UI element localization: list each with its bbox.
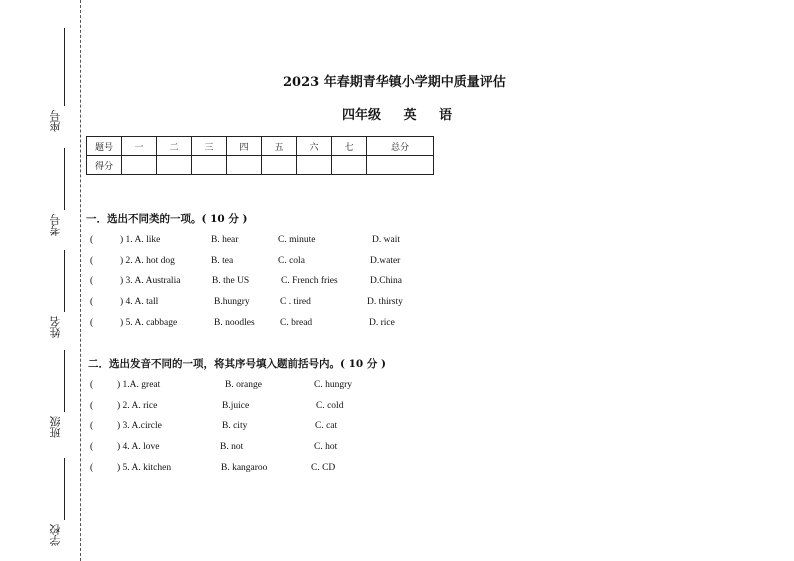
section2-title: 二．选出发音不同的一项，将其序号填入题前括号内。( 10 分 ) (88, 358, 387, 370)
option-c: C. hungry (314, 380, 352, 390)
answer-paren[interactable]: ( (90, 297, 94, 307)
option-b: B. noodles (214, 318, 255, 328)
binding-dashed-line (80, 0, 81, 561)
class-field[interactable] (48, 350, 70, 442)
question-stem: ) 4. A. love (117, 442, 160, 452)
score-header-cell: 总分 (367, 137, 434, 156)
option-b: B. tea (211, 256, 234, 266)
score-header-cell: 题号 (87, 137, 122, 156)
option-c: C. French fries (281, 276, 338, 286)
answer-paren[interactable]: ( (90, 318, 94, 328)
option-d: D. thirsty (367, 297, 403, 307)
seat-number-label: 座号 (49, 110, 62, 132)
option-c: C . tired (280, 297, 311, 307)
score-cell[interactable] (297, 156, 332, 175)
answer-paren[interactable]: ( (90, 463, 94, 473)
score-cell[interactable] (122, 156, 157, 175)
score-header-cell: 二 (157, 137, 192, 156)
question-stem: ) 3. A.circle (117, 421, 162, 431)
score-table-header-row (87, 137, 434, 156)
question-stem: ) 2. A. rice (117, 401, 158, 411)
option-b: B.hungry (214, 297, 250, 307)
option-b: B. orange (225, 380, 262, 390)
grade-subject: 四年级 英 语 (342, 108, 453, 123)
answer-paren[interactable]: ( (90, 235, 94, 245)
exam-number-underline (64, 148, 65, 210)
question-stem: ) 5. A. cabbage (120, 318, 178, 328)
option-b: B. not (220, 442, 244, 452)
seat-number-field[interactable] (48, 28, 70, 138)
score-table (86, 136, 434, 175)
option-b: B.juice (222, 401, 250, 411)
option-c: C. minute (278, 235, 316, 245)
binding-margin (0, 0, 82, 561)
question-stem: ) 2. A. hot dog (120, 256, 175, 266)
class-label: 班级 (49, 416, 62, 438)
name-field[interactable] (48, 250, 70, 342)
score-cell[interactable] (227, 156, 262, 175)
exam-number-label: 考号 (49, 214, 62, 236)
option-d: D. wait (372, 235, 400, 245)
question-stem: ) 1. A. like (120, 235, 161, 245)
school-underline (64, 458, 65, 520)
school-field[interactable] (48, 458, 70, 554)
score-table-score-row (87, 156, 434, 175)
answer-paren[interactable]: ( (90, 380, 94, 390)
name-label: 姓名 (49, 316, 62, 338)
option-d: D.China (370, 276, 402, 286)
question-stem: ) 1.A. great (117, 380, 161, 390)
score-row-label: 得分 (87, 156, 122, 175)
option-b: B. city (222, 421, 248, 431)
answer-paren[interactable]: ( (90, 421, 94, 431)
section1-title: 一．选出不同类的一项。( 10 分 ) (86, 213, 248, 225)
option-c: C. hot (314, 442, 338, 452)
option-c: C. CD (311, 463, 336, 473)
option-b: B. hear (211, 235, 239, 245)
exam-title: 2023 年春期青华镇小学期中质量评估 (283, 75, 506, 90)
class-underline (64, 350, 65, 412)
score-header-cell: 七 (332, 137, 367, 156)
score-cell[interactable] (332, 156, 367, 175)
answer-paren[interactable]: ( (90, 442, 94, 452)
option-c: C. cold (316, 401, 344, 411)
score-header-cell: 四 (227, 137, 262, 156)
option-d: D. rice (369, 318, 395, 328)
seat-number-underline (64, 28, 65, 106)
answer-paren[interactable]: ( (90, 256, 94, 266)
school-label: 学校 (49, 524, 62, 546)
score-cell[interactable] (192, 156, 227, 175)
option-b: B. the US (212, 276, 250, 286)
score-cell[interactable] (262, 156, 297, 175)
score-header-cell: 一 (122, 137, 157, 156)
option-c: C. cat (315, 421, 338, 431)
score-header-cell: 三 (192, 137, 227, 156)
exam-number-field[interactable] (48, 148, 70, 240)
option-c: C. cola (278, 256, 305, 266)
option-d: D.water (370, 256, 401, 266)
score-header-cell: 五 (262, 137, 297, 156)
score-header-cell: 六 (297, 137, 332, 156)
answer-paren[interactable]: ( (90, 401, 94, 411)
question-stem: ) 5. A. kitchen (117, 463, 172, 473)
question-stem: ) 3. A. Australia (120, 276, 181, 286)
score-cell[interactable] (157, 156, 192, 175)
name-underline (64, 250, 65, 312)
answer-paren[interactable]: ( (90, 276, 94, 286)
question-stem: ) 4. A. tall (120, 297, 159, 307)
score-cell[interactable] (367, 156, 434, 175)
option-c: C. bread (280, 318, 313, 328)
option-b: B. kangaroo (221, 463, 268, 473)
